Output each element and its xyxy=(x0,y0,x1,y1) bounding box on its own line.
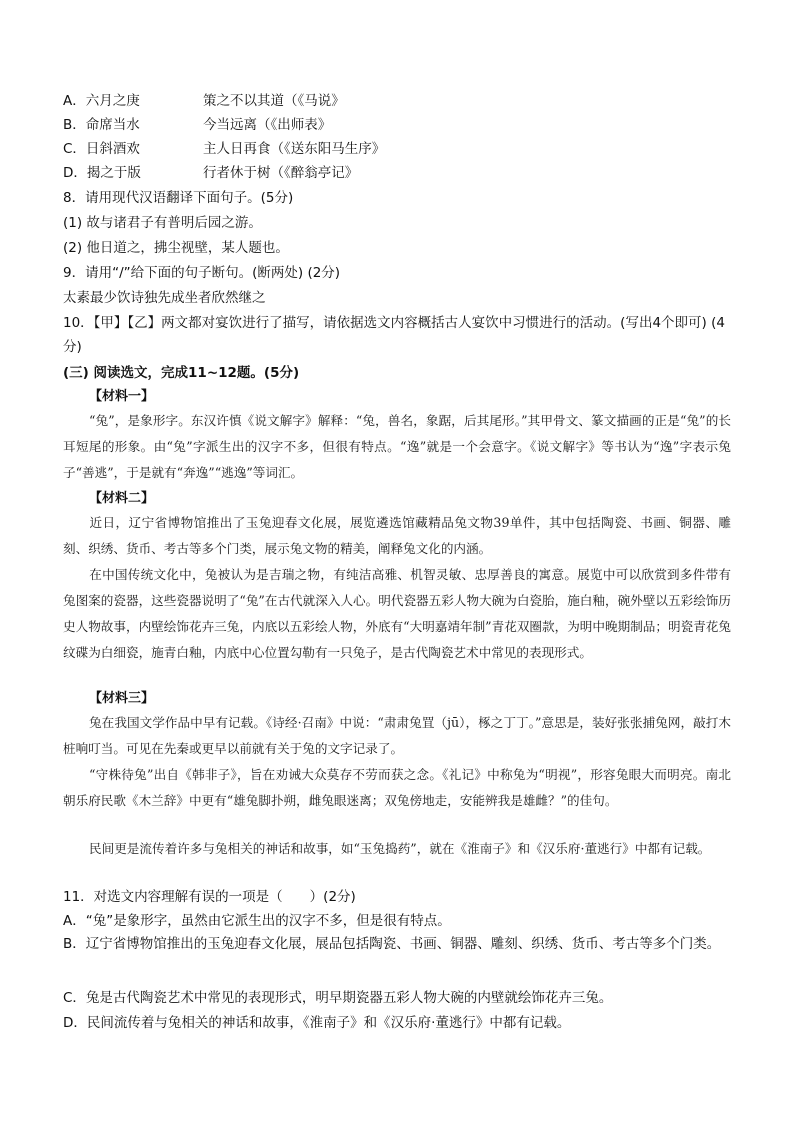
q7-option-d-right: 行者休于树（《醉翁亭记》 xyxy=(203,165,359,181)
q7-option-a-left: A．六月之庚 xyxy=(63,93,140,109)
q7-option-b xyxy=(63,116,331,134)
q7-option-c xyxy=(63,140,385,158)
q7-option-d-left: D．揭之于版 xyxy=(63,165,141,181)
material1-paragraph xyxy=(63,408,731,486)
q7-option-b-left: B．命席当水 xyxy=(63,117,140,133)
q8-stem: 8．请用现代汉语翻译下面句子。(5分) xyxy=(63,190,294,206)
q11-option-c: C．兔是古代陶瓷艺术中常见的表现形式，明早期瓷器五彩人物大碗的内壁就绘饰花卉三兔。 xyxy=(63,990,613,1006)
q7-option-a-right: 策之不以其道（《马说》 xyxy=(203,93,345,109)
material2-title: 【材料二】 xyxy=(89,491,155,506)
material3-text-2: “守株待兔”出自《韩非子》，旨在劝诫大众莫存不劳而获之念。《礼记》中称兔为“明视”，形容兔眼大而明亮。南北朝乐府民歌《木兰辞》中更有“雄兔脚扑朔，雌兔眼迷离；双兔傍地走，安能辨我是雄雌？”的佳句。 xyxy=(63,767,731,808)
q7-option-a xyxy=(63,92,345,110)
q9-stem: 9．请用“/”给下面的句子断句。(断两处) (2分) xyxy=(63,265,341,281)
section3-title: (三) 阅读选文，完成11~12题。(5分) xyxy=(63,365,300,381)
material3-paragraph-3 xyxy=(63,836,731,862)
material1-text: “兔”，是象形字。东汉许慎《说文解字》解释：“兔，兽名，象踞，后其尾形。”其甲骨文、篆文描画的正是“兔”的长耳短尾的形象。由“兔”字派生出的汉字不多，但很有特点。“逸”就是一个会意字。《说文解字》等书认为“逸”字表示兔子“善逃”，于是就有“奔逸”“逃逸”等词汇。 xyxy=(63,413,731,480)
material2-paragraph-1 xyxy=(63,510,731,562)
material1-title: 【材料一】 xyxy=(89,389,155,404)
q11-option-a: A．“兔”是象形字，虽然由它派生出的汉字不多，但是很有特点。 xyxy=(63,913,451,929)
q10-text: 10．【甲】【乙】两文都对宴饮进行了描写，请依据选文内容概括古人宴饮中习惯进行的活动。(写出4个即可) (4分) xyxy=(63,315,725,355)
q7-option-b-right: 今当远离（《出师表》 xyxy=(203,117,332,133)
material2-text-2: 在中国传统文化中，兔被认为是吉瑞之物，有纯洁高雅、机智灵敏、忠厚善良的寓意。展览中可以欣赏到多件带有兔图案的瓷器，这些瓷器说明了“兔”在古代就深入人心。明代瓷器五彩人物大碗为白瓷胎，施白釉，碗外壁以五彩绘饰历史人物故事，内壁绘饰花卉三兔，内底以五彩绘人物，外底有“大明嘉靖年制”青花双圈款，为明中晚期制品；明瓷青花兔纹碟为白细瓷，施青白釉，内底中心位置勾勒有一只兔子，是古代陶瓷艺术中常见的表现形式。 xyxy=(63,567,731,660)
q7-option-d xyxy=(63,164,358,182)
material2-paragraph-2 xyxy=(63,562,731,666)
q8-sentence-2: (2) 他日道之，拂尘视壁，某人题也。 xyxy=(63,240,289,256)
q7-option-c-left: C．日斜酒欢 xyxy=(63,141,140,157)
material2-text-1: 近日，辽宁省博物馆推出了玉兔迎春文化展，展览遴选馆藏精品兔文物39单件，其中包括陶瓷、书画、铜器、雕刻、织绣、货币、考古等多个门类，展示兔文物的精美，阐释兔文化的内涵。 xyxy=(63,515,731,556)
q7-option-c-right: 主人日再食（《送东阳马生序》 xyxy=(203,141,386,157)
q11-option-d: D．民间流传着与兔相关的神话和故事，《淮南子》和《汉乐府·董逃行》中都有记载。 xyxy=(63,1015,571,1031)
material3-text-1: 兔在我国文学作品中早有记载。《诗经·召南》中说：“肃肃兔罝（jū），椓之丁丁。”意思是，装好张张捕兔网，敲打木桩响叮当。可见在先秦或更早以前就有关于兔的文字记录了。 xyxy=(63,715,731,756)
q11-stem: 11．对选文内容理解有误的一项是（ ）(2分) xyxy=(63,889,356,905)
material3-title: 【材料三】 xyxy=(89,691,155,706)
material3-paragraph-1 xyxy=(63,710,731,762)
q11-option-b: B．辽宁省博物馆推出的玉兔迎春文化展，展品包括陶瓷、书画、铜器、雕刻、织绣、货币、考古等多个门类。 xyxy=(63,936,721,952)
material3-paragraph-2 xyxy=(63,762,731,814)
q9-text: 太素最少饮诗独先成坐者欣然继之 xyxy=(63,290,266,306)
q8-sentence-1: (1) 故与诸君子有普明后园之游。 xyxy=(63,215,262,231)
material3-text-3: 民间更是流传着许多与兔相关的神话和故事，如“玉兔捣药”，就在《淮南子》和《汉乐府·董逃行》中都有记载。 xyxy=(89,841,711,856)
